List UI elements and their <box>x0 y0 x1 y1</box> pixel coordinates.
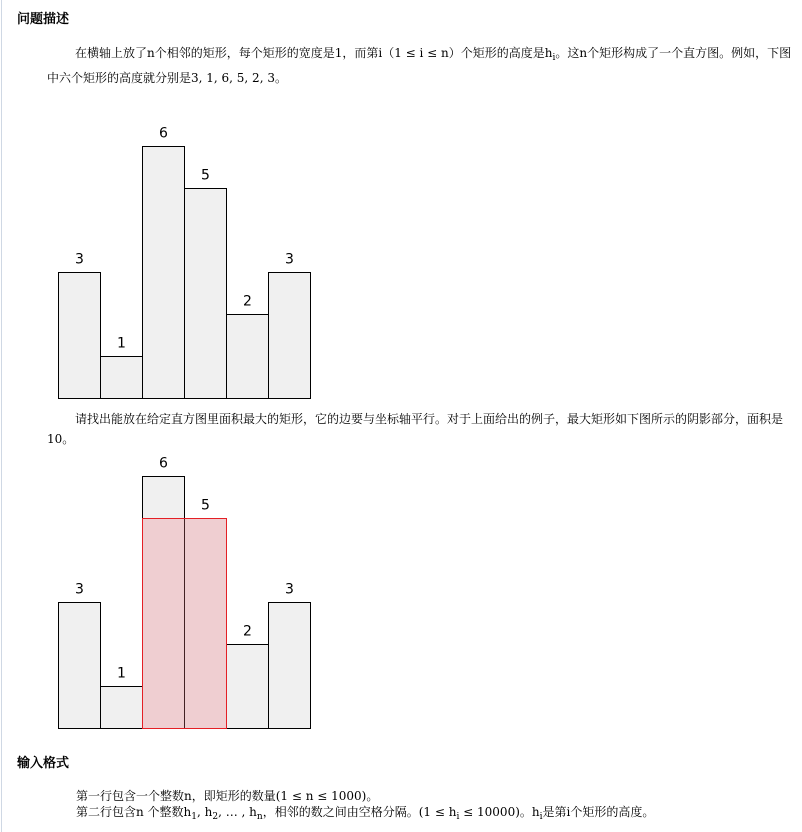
problem-paragraph-1: 在横轴上放了n个相邻的矩形，每个矩形的宽度是1，而第i（1 ≤ i ≤ n）个矩形的高度是$h_i$。这n个矩形构成了一个直方图。例如，下图中六个矩形的高度就分别是3, 1, 6, 5, 2, 3。 <box>47 46 792 85</box>
histogram-bar-label-2-6: 3 <box>285 581 294 598</box>
histogram-example <box>0 110 340 405</box>
histogram-bar-2-1 <box>59 603 101 729</box>
problem-paragraph-2: 请找出能放在给定直方图里面积最大的矩形，它的边要与坐标轴平行。对于上面给出的例子，最大矩形如下图所示的阴影部分，面积是10。 <box>47 412 784 446</box>
histogram-bar-label-1-5: 2 <box>243 293 252 310</box>
histogram-bar-label-1-2: 1 <box>117 335 126 352</box>
histogram-bar-label-1-1: 3 <box>75 251 84 268</box>
histogram-bar-label-2-5: 2 <box>243 623 252 640</box>
histogram-bar-label-2-3: 6 <box>159 455 168 472</box>
histogram-bar-2-6 <box>269 603 311 729</box>
histogram-bar-label-2-1: 3 <box>75 581 84 598</box>
histogram-largest-rectangle <box>0 440 340 735</box>
histogram-bar-label-1-3: 6 <box>159 125 168 142</box>
histogram-bar-label-1-6: 3 <box>285 251 294 268</box>
histogram-bar-1-4 <box>185 189 227 399</box>
histogram-bar-label-2-4: 5 <box>201 497 210 514</box>
histogram-bar-2-5 <box>227 645 269 729</box>
largest-rectangle-highlight <box>143 519 227 729</box>
histogram-bar-1-3 <box>143 147 185 399</box>
section-heading-input-format: 输入格式 <box>17 756 70 771</box>
histogram-bar-1-6 <box>269 273 311 399</box>
histogram-bar-1-5 <box>227 315 269 399</box>
histogram-bar-label-1-4: 5 <box>201 167 210 184</box>
histogram-bar-2-2 <box>101 687 143 729</box>
histogram-bar-1-1 <box>59 273 101 399</box>
histogram-bar-label-2-2: 1 <box>117 665 126 682</box>
histogram-bar-1-2 <box>101 357 143 399</box>
input-format-line-2: 第二行包含n 个整数$h_1$, $h_2$, … , $h_n$，相邻的数之间由空格分隔。$(1 \le h_i \le 10000)$。$h_i$是第i个矩形的高度。 <box>76 805 655 822</box>
input-format-line-1: 第一行包含一个整数n，即矩形的数量(1 ≤ n ≤ 1000)。 <box>76 789 379 803</box>
section-heading-problem: 问题描述 <box>17 12 70 27</box>
